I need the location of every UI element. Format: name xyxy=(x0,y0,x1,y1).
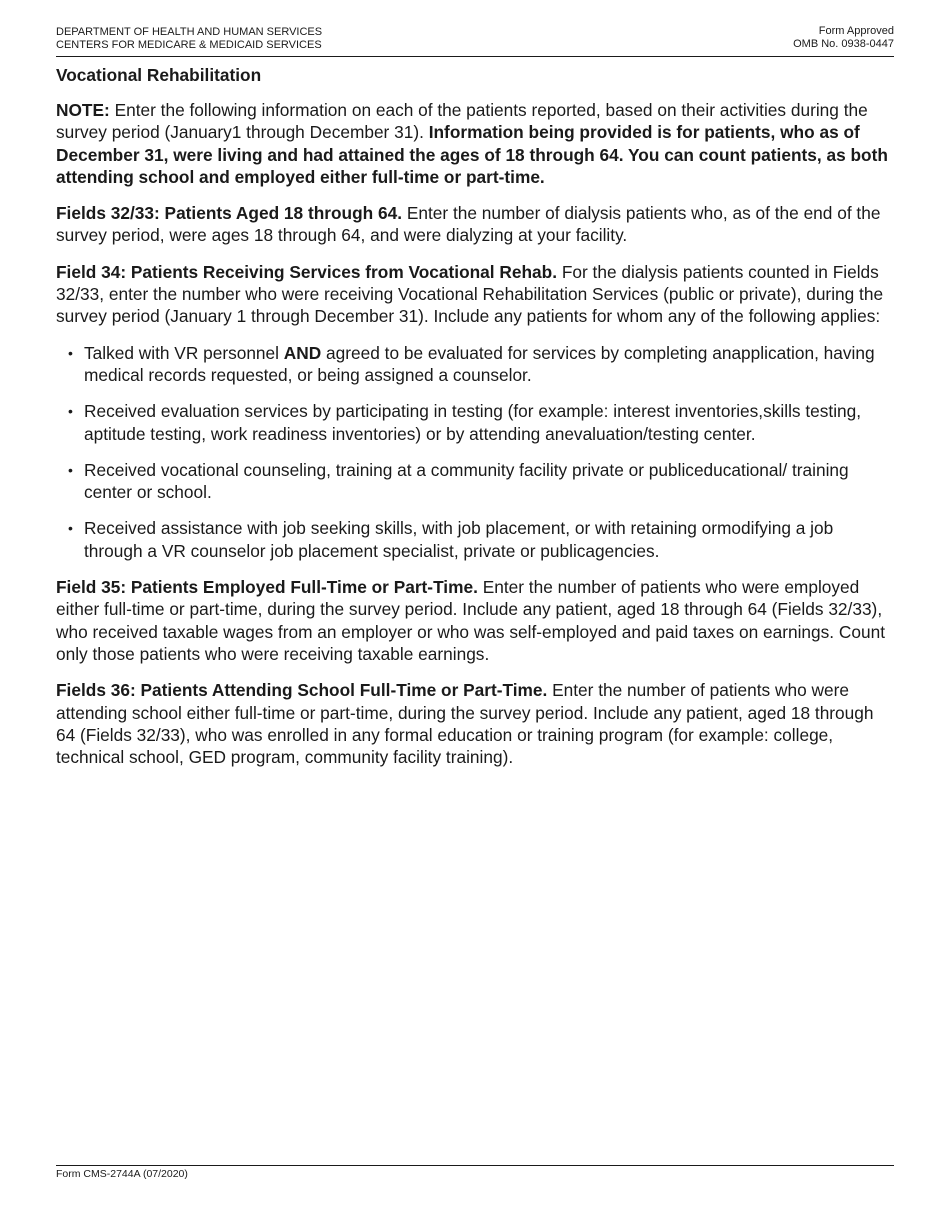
bullet-text-continued: agreed to be evaluated for services by completing anapplication, having medical records requested, or being assigned a counselor. xyxy=(84,342,875,385)
field-35-label: Field 35: Patients Employed Full-Time or Part-Time. xyxy=(56,577,478,598)
field-34-label: Field 34: Patients Receiving Services from Vocational Rehab. xyxy=(56,261,558,282)
note-label: NOTE: xyxy=(56,100,110,120)
note-text: Enter the following information on each of the patients reported, based on their activities during the survey period (January1 through December 31). xyxy=(56,100,868,143)
department-name: DEPARTMENT OF HEALTH AND HUMAN SERVICES xyxy=(56,26,323,38)
note-paragraph xyxy=(56,99,896,188)
omb-block xyxy=(793,25,894,51)
form-approved-label: Form Approved xyxy=(818,25,894,37)
field-32-33-text: Enter the number of dialysis patients who, as of the end of the survey period, were ages 18 through 64, and were dialyzing at your facility. xyxy=(56,203,881,246)
bullet-text: Talked with VR personnel xyxy=(84,342,284,363)
bullet-icon: • xyxy=(68,344,73,361)
list-item xyxy=(56,342,896,387)
form-number: Form CMS-2744A (07/2020) xyxy=(56,1168,188,1180)
field-34-text: For the dialysis patients counted in Fields 32/33, enter the number who were receiving Vocational Rehabilitation Services (public or private), during the survey period (January 1 through December 31). Include any patients for whom any of the following applies: xyxy=(56,261,884,327)
bullet-bold-text: AND xyxy=(283,342,322,363)
page-footer xyxy=(56,1165,894,1181)
field-36-paragraph xyxy=(56,679,896,768)
bullet-icon: • xyxy=(68,461,73,478)
field-32-33-paragraph xyxy=(56,202,896,247)
note-bold-text: Information being provided is for patients, who as of December 31, were living and had attained the ages of 18 through 64. You can count patients, as both attending school and employed either full-time or part-time. xyxy=(56,122,888,187)
list-item xyxy=(56,459,896,504)
field-35-paragraph xyxy=(56,576,896,665)
field-36-label: Fields 36: Patients Attending School Full-Time or Part-Time. xyxy=(56,680,548,701)
bullet-icon: • xyxy=(68,403,73,420)
page-header xyxy=(56,24,894,57)
bullet-text: Received vocational counseling, training at a community facility private or publiceducational/ training center or school. xyxy=(84,459,849,503)
omb-number: OMB No. 0938-0447 xyxy=(793,38,894,50)
document-body xyxy=(56,64,896,782)
bullet-icon: • xyxy=(68,520,73,537)
list-item xyxy=(56,400,896,445)
vr-criteria-list xyxy=(56,342,896,562)
centers-name: CENTERS FOR MEDICARE & MEDICAID SERVICES xyxy=(56,39,322,51)
field-34-paragraph xyxy=(56,261,896,328)
field-36-text: Enter the number of patients who were attending school either full-time or part-time, during the survey period. Include any patient, aged 18 through 64 (Fields 32/33), who was enrolled in any formal education or training program (for example: college, technical school, GED program, community facility training). xyxy=(56,680,874,768)
section-title: Vocational Rehabilitation xyxy=(56,65,262,85)
field-35-text: Enter the number of patients who were employed either full-time or part-time, during the survey period. Include any patient, aged 18 through 64 (Fields 32/33), who received taxable wages from an employer or who was self-employed and paid taxes on earnings. Count only those patients who were receiving taxable earnings. xyxy=(56,577,885,664)
field-32-33-label: Fields 32/33: Patients Aged 18 through 64. xyxy=(56,203,403,224)
bullet-text: Received assistance with job seeking skills, with job placement, or with retaining ormodifying a job through a VR counselor job placement specialist, private or publicagencies. xyxy=(84,518,834,561)
list-item xyxy=(56,517,896,562)
agency-block xyxy=(56,26,322,52)
bullet-text: Received evaluation services by participating in testing (for example: interest inventories,skills testing, aptitude testing, work readiness inventories) or by attending anevaluation/testing center. xyxy=(84,401,862,444)
